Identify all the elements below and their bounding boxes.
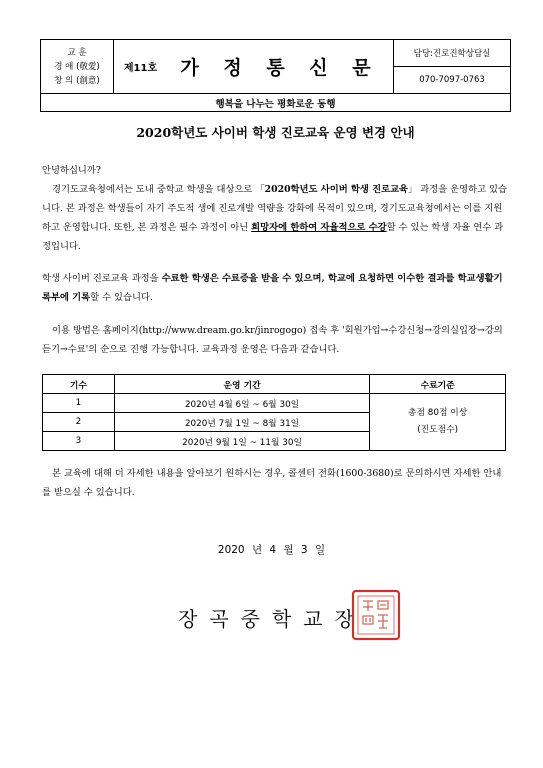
requirement-score: 총점 80점 이상 bbox=[408, 408, 468, 418]
paragraph-certificate bbox=[42, 269, 510, 307]
school-motto bbox=[41, 40, 114, 93]
header-requirement: 수료기준 bbox=[370, 375, 506, 394]
p2-text-c: 할 수 있습니다. bbox=[90, 292, 153, 303]
term-cell: 2 bbox=[43, 413, 115, 432]
newsletter-title: 가 정 통 신 문 bbox=[180, 57, 380, 79]
document-date: 2020 년 4 월 3 일 bbox=[217, 544, 326, 556]
seal-glyphs bbox=[363, 601, 388, 628]
p1-voluntary-note: 희망자에 한하여 자율적으로 수강 bbox=[251, 222, 387, 233]
contact-department: 담당:진로진학상담실 bbox=[394, 40, 510, 67]
document-title: 2020학년도 사이버 학생 진로교육 운영 변경 안내 bbox=[136, 125, 415, 140]
table-header-row bbox=[43, 375, 506, 394]
motto-label: 교 훈 bbox=[67, 47, 87, 58]
motto-item-2: 창 의 (創意) bbox=[54, 75, 100, 86]
issue-number: 제11호 bbox=[123, 63, 158, 74]
schedule-table bbox=[42, 374, 506, 451]
header-period: 운영 기간 bbox=[114, 375, 369, 394]
contact-info bbox=[393, 40, 510, 93]
p1-program-name: 2020학년도 사이버 학생 진로교육 bbox=[264, 184, 409, 195]
p1-text-e: 할 수 있는 학생 자율 연수 과정입니다. bbox=[42, 222, 504, 252]
motto-item-1: 경 애 (敬愛) bbox=[54, 61, 100, 72]
header-term: 기수 bbox=[43, 375, 115, 394]
p2-text-a: 학생 사이버 진로교육 과정을 bbox=[42, 273, 162, 284]
p1-text-a: 경기도교육청에서는 도내 중학교 학생을 대상으로 「 bbox=[52, 184, 265, 195]
official-seal-icon bbox=[350, 588, 402, 642]
seal-border bbox=[353, 591, 399, 639]
paragraph-usage-method: 이용 방법은 홈페이지(http://www.dream.go.kr/jinrogogo) 접속 후 '회원가입→수강신청→강의실입장→강의듣기→수료'의 순으로 진행 가능합니다. 교육과정 운영은 다음과 같습니다. bbox=[42, 325, 503, 355]
paragraph-program-intro bbox=[42, 180, 510, 256]
requirement-cell bbox=[370, 394, 506, 451]
greeting: 안녕하십니까? bbox=[42, 165, 101, 176]
masthead bbox=[40, 39, 511, 94]
paragraph-contact: 본 교육에 대해 더 자세한 내용을 알아보기 원하시는 경우, 콜센터 전화(1600-3680)로 문의하시면 자세한 안내를 받으실 수 있습니다. bbox=[42, 468, 502, 498]
period-cell: 2020년 9월 1일 ~ 11월 30일 bbox=[114, 432, 369, 451]
term-cell: 1 bbox=[43, 394, 115, 413]
p1-text-c: 」 과정을 운영하고 있습니다. 본 과정은 학생들이 자기 주도적 생에 진로개발 역량을 강화에 목적이 있으며, 경기도교육청에서는 이를 지원하고 운영합니다. 또한, 본 과정은 필수 과정이 아닌 bbox=[42, 184, 508, 233]
period-cell: 2020년 4월 6일 ~ 6월 30일 bbox=[114, 394, 369, 413]
term-cell: 3 bbox=[43, 432, 115, 451]
period-cell: 2020년 7월 1일 ~ 8월 31일 bbox=[114, 413, 369, 432]
principal-signature: 장곡중학교장 bbox=[178, 607, 366, 631]
table-row bbox=[43, 394, 506, 413]
p2-certificate-note: 수료한 학생은 수료증을 받을 수 있으며, 학교에 요청하면 이수한 결과를 학교생활기록부에 기록 bbox=[42, 273, 503, 303]
requirement-basis: (진도점수) bbox=[417, 425, 459, 435]
contact-phone: 070-7097-0763 bbox=[419, 75, 485, 85]
school-slogan: 행복을 나누는 평화로운 동행 bbox=[40, 93, 511, 112]
